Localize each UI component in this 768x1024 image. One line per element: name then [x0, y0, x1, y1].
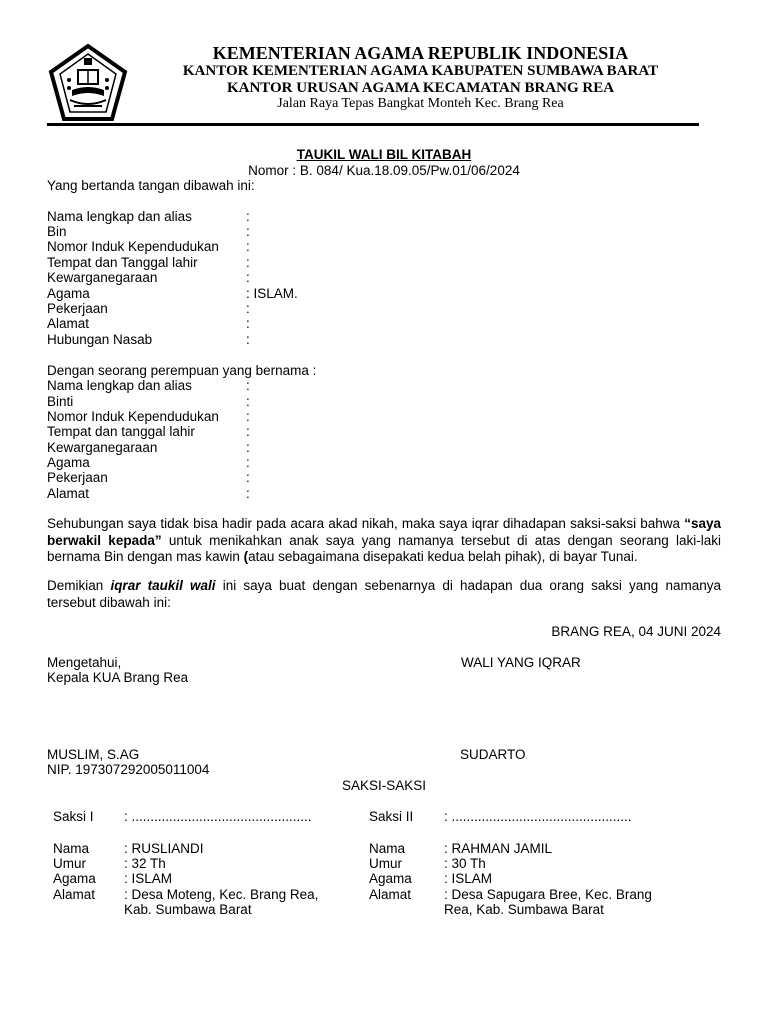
witness-address-line2: Kab. Sumbawa Barat: [124, 902, 252, 917]
field-label: Alamat: [47, 486, 90, 501]
witness-signature-line: : ................................................: [124, 809, 312, 824]
header-ministry: KEMENTERIAN AGAMA REPUBLIK INDONESIA: [212, 43, 629, 63]
witness-age-label: Umur: [53, 856, 86, 871]
place-date: BRANG REA, 04 JUNI 2024: [551, 624, 721, 639]
header-address: Jalan Raya Tepas Bangkat Monteh Kec. Brang Rea: [277, 96, 564, 111]
document-title: TAUKIL WALI BIL KITABAH: [296, 147, 472, 162]
field-value: :: [246, 409, 250, 424]
witness-address-line1: : Desa Sapugara Bree, Kec. Brang: [444, 887, 652, 902]
witness-name: : RUSLIANDI: [124, 841, 204, 856]
field-value: :: [246, 470, 250, 485]
field-label: Kewarganegaraan: [47, 440, 158, 455]
field-label: Binti: [47, 394, 74, 409]
witness-signature-line: : ................................................: [444, 809, 632, 824]
field-value: :: [246, 455, 250, 470]
bride-intro: Dengan seorang perempuan yang bernama :: [47, 363, 317, 378]
field-label: Agama: [47, 286, 90, 301]
field-label: Hubungan Nasab: [47, 332, 153, 347]
field-value: :: [246, 270, 250, 285]
field-label: Nama lengkap dan alias: [47, 378, 192, 393]
witness-address-line2: Rea, Kab. Sumbawa Barat: [444, 902, 604, 917]
field-value: :: [246, 332, 250, 347]
field-value: :: [246, 301, 250, 316]
field-label: Tempat dan Tanggal lahir: [47, 255, 198, 270]
field-value: :: [246, 239, 250, 254]
statement-paragraph: [47, 516, 721, 566]
field-label: Nama lengkap dan alias: [47, 209, 192, 224]
witness-address-label: Alamat: [53, 887, 96, 902]
field-value: :: [246, 424, 250, 439]
witness-age: : 30 Th: [444, 856, 486, 871]
witness-religion-label: Agama: [369, 871, 412, 886]
witness-address-label: Alamat: [369, 887, 412, 902]
witness-religion: : ISLAM: [124, 871, 173, 886]
header-kua-office: KANTOR URUSAN AGAMA KECAMATAN BRANG REA: [226, 80, 615, 96]
witness-address-line1: : Desa Moteng, Kec. Brang Rea,: [124, 887, 319, 902]
field-value: :: [246, 224, 250, 239]
closing-paragraph: [47, 578, 721, 611]
field-value: :: [246, 378, 250, 393]
sign-right-name: SUDARTO: [460, 747, 526, 762]
field-value: :: [246, 394, 250, 409]
closing-text-c: ini saya buat dengan sebenarnya di hadapan dua orang saksi yang namanya tersebut dibawah ini:: [47, 578, 721, 610]
field-value: :: [246, 440, 250, 455]
sign-left-nip: NIP. 197307292005011004: [47, 762, 210, 777]
field-value: :: [246, 486, 250, 501]
witness-age: : 32 Th: [124, 856, 166, 871]
field-label: Kewarganegaraan: [47, 270, 158, 285]
field-label: Agama: [47, 455, 90, 470]
statement-text-e: atau sebagaimana disepakati kedua belah pihak), di bayar Tunai.: [248, 549, 638, 564]
statement-emphasis: “saya berwakil kepada”: [47, 516, 721, 548]
field-label: Alamat: [47, 316, 90, 331]
witness-title: SAKSI-SAKSI: [341, 778, 427, 793]
sign-left-position: Kepala KUA Brang Rea: [47, 670, 189, 685]
field-label: Pekerjaan: [47, 470, 108, 485]
field-value: :: [246, 316, 250, 331]
statement-paren: (: [243, 549, 249, 564]
sign-left-acknowledged: Mengetahui,: [47, 655, 122, 670]
field-label: Tempat dan tanggal lahir: [47, 424, 195, 439]
statement-text-c: untuk menikahkan anak saya yang namanya tersebut di atas dengan seorang laki-laki bernama Bin dengan mas kawin: [47, 532, 721, 564]
witness-religion: : ISLAM: [444, 871, 493, 886]
field-value: :: [246, 255, 250, 270]
sign-left-name: MUSLIM, S.AG: [47, 747, 140, 762]
witness-label: Saksi I: [53, 809, 94, 824]
header-divider: [47, 123, 699, 126]
field-value: : ISLAM.: [246, 286, 298, 301]
sign-right-title: WALI YANG IQRAR: [461, 655, 581, 670]
witness-label: Saksi II: [369, 809, 414, 824]
field-value: :: [246, 209, 250, 224]
document-number: Nomor : B. 084/ Kua.18.09.05/Pw.01/06/2024: [248, 163, 520, 178]
field-label: Bin: [47, 224, 67, 239]
statement-text-a: Sehubungan saya tidak bisa hadir pada acara akad nikah, maka saya iqrar dihadapan saksi-saksi bahwa: [47, 516, 681, 531]
field-label: Nomor Induk Kependudukan: [47, 239, 219, 254]
header-regency-office: KANTOR KEMENTERIAN AGAMA KABUPATEN SUMBAWA BARAT: [182, 63, 659, 79]
witness-religion-label: Agama: [53, 871, 96, 886]
field-label: Pekerjaan: [47, 301, 108, 316]
witness-name: : RAHMAN JAMIL: [444, 841, 553, 856]
field-label: Nomor Induk Kependudukan: [47, 409, 219, 424]
witness-age-label: Umur: [369, 856, 402, 871]
intro-text: Yang bertanda tangan dibawah ini:: [47, 178, 255, 193]
closing-emphasis: iqrar taukil wali: [110, 578, 216, 593]
closing-text-a: Demikian: [47, 578, 111, 593]
witness-name-label: Nama: [369, 841, 406, 856]
witness-name-label: Nama: [53, 841, 90, 856]
